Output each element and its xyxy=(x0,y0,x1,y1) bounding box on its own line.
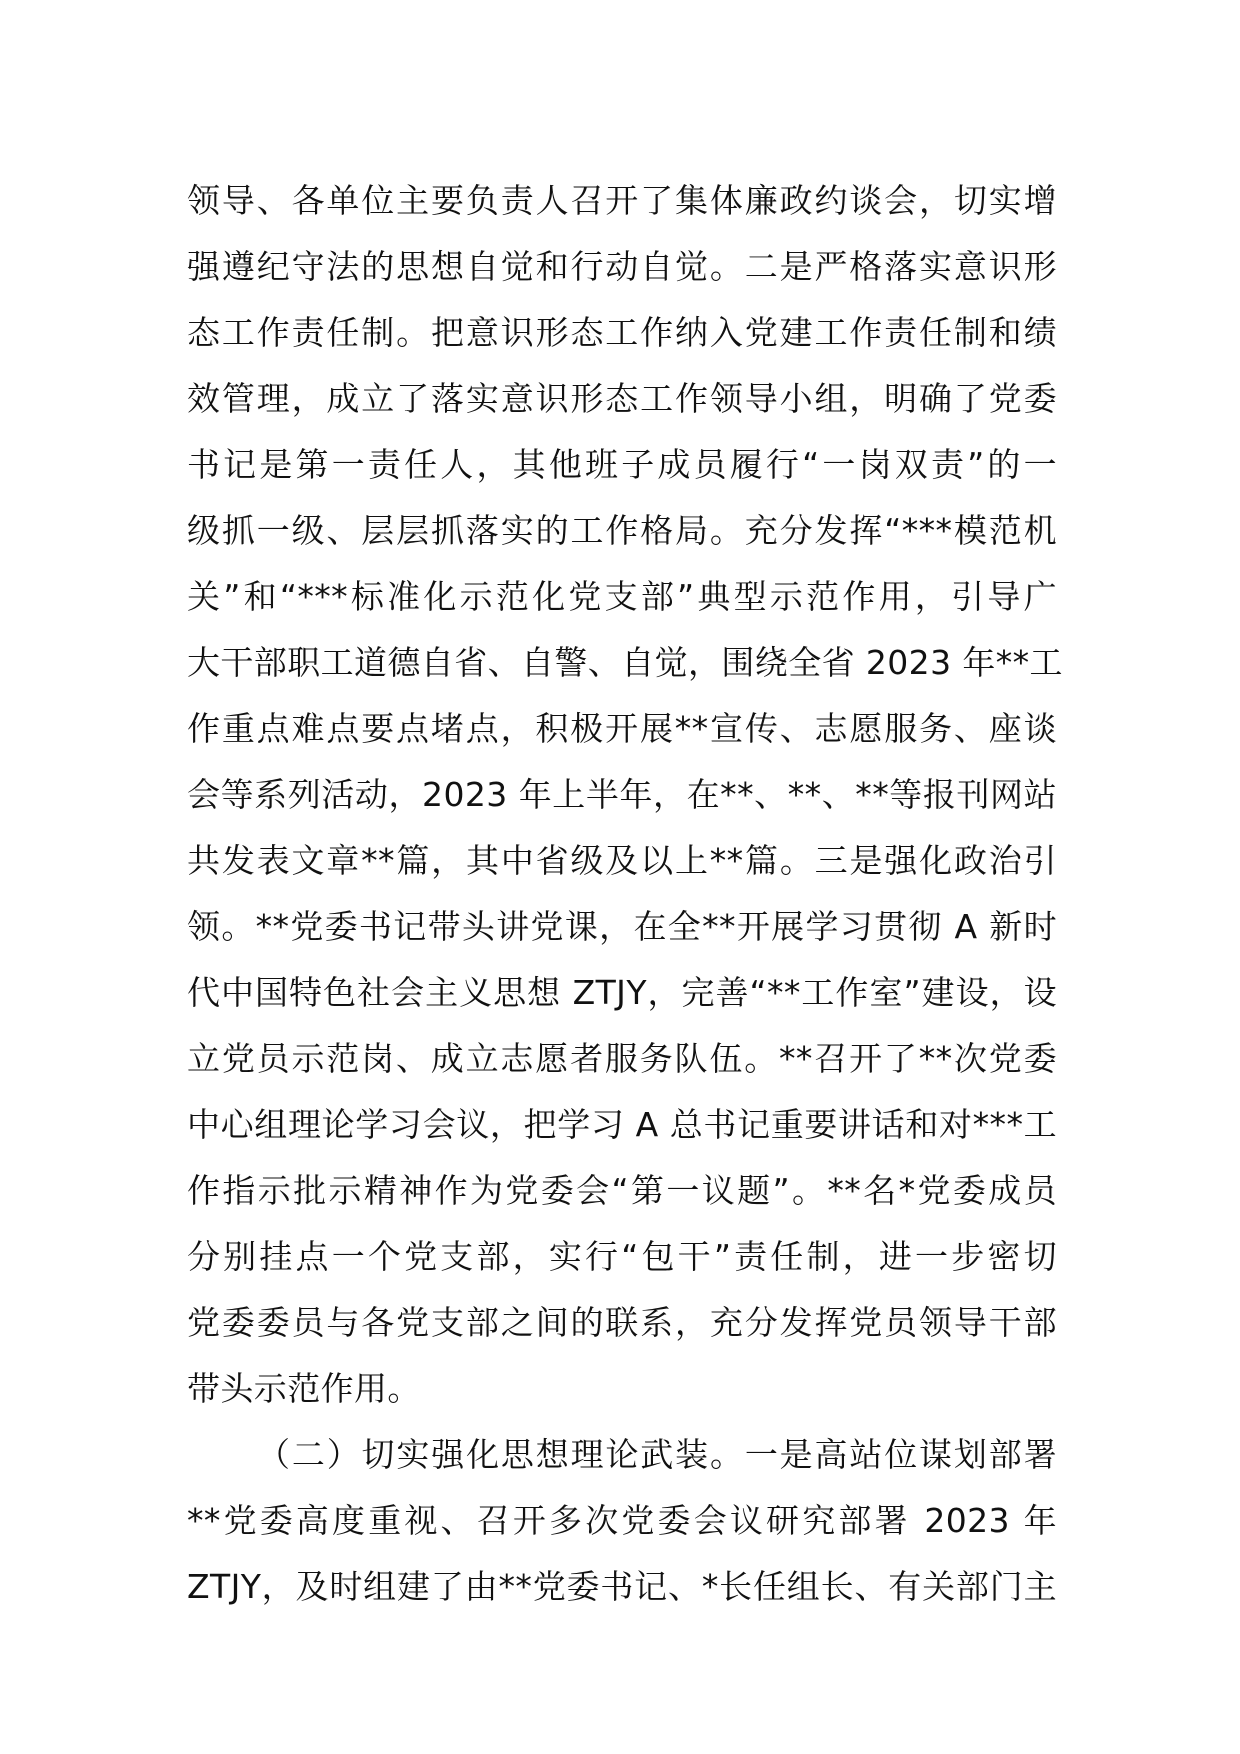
text-line: 作重点难点要点堵点，积极开展**宣传、志愿服务、座谈 xyxy=(187,709,1057,748)
text-line-paragraph-end: 带头示范作用。 xyxy=(187,1369,421,1408)
text-line: 党委委员与各党支部之间的联系，充分发挥党员领导干部 xyxy=(187,1303,1057,1342)
text-line: 效管理，成立了落实意识形态工作领导小组，明确了党委 xyxy=(187,379,1057,418)
body-text xyxy=(187,168,1063,1620)
text-line: ZTJY，及时组建了由**党委书记、*长任组长、有关部门主 xyxy=(187,1567,1057,1606)
text-line: 立党员示范岗、成立志愿者服务队伍。**召开了**次党委 xyxy=(187,1039,1057,1078)
text-line: **党委高度重视、召开多次党委会议研究部署 2023 年 xyxy=(187,1501,1057,1540)
text-line: 领。**党委书记带头讲党课，在全**开展学习贯彻 A 新时 xyxy=(187,907,1057,946)
text-line: 强遵纪守法的思想自觉和行动自觉。二是严格落实意识形 xyxy=(187,247,1057,286)
text-line: 中心组理论学习会议，把学习 A 总书记重要讲话和对***工 xyxy=(187,1105,1057,1144)
text-line: 代中国特色社会主义思想 ZTJY，完善“**工作室”建设，设 xyxy=(187,973,1057,1012)
text-line: 书记是第一责任人，其他班子成员履行“一岗双责”的一 xyxy=(187,445,1057,484)
text-line: 态工作责任制。把意识形态工作纳入党建工作责任制和绩 xyxy=(187,313,1057,352)
text-line: 会等系列活动，2023 年上半年，在**、**、**等报刊网站 xyxy=(187,775,1057,814)
text-line: 分别挂点一个党支部，实行“包干”责任制，进一步密切 xyxy=(187,1237,1057,1276)
section-heading-line: （二）切实强化思想理论武装。一是高站位谋划部署 xyxy=(257,1435,1057,1474)
text-line: 关”和“***标准化示范化党支部”典型示范作用，引导广 xyxy=(187,577,1057,616)
text-line: 共发表文章**篇，其中省级及以上**篇。三是强化政治引 xyxy=(187,841,1057,880)
text-line: 领导、各单位主要负责人召开了集体廉政约谈会，切实增 xyxy=(187,181,1057,220)
text-line: 大干部职工道德自省、自警、自觉，围绕全省 2023 年**工 xyxy=(187,643,1063,682)
text-line: 作指示批示精神作为党委会“第一议题”。**名*党委成员 xyxy=(187,1171,1057,1210)
text-line: 级抓一级、层层抓落实的工作格局。充分发挥“***模范机 xyxy=(187,511,1057,550)
